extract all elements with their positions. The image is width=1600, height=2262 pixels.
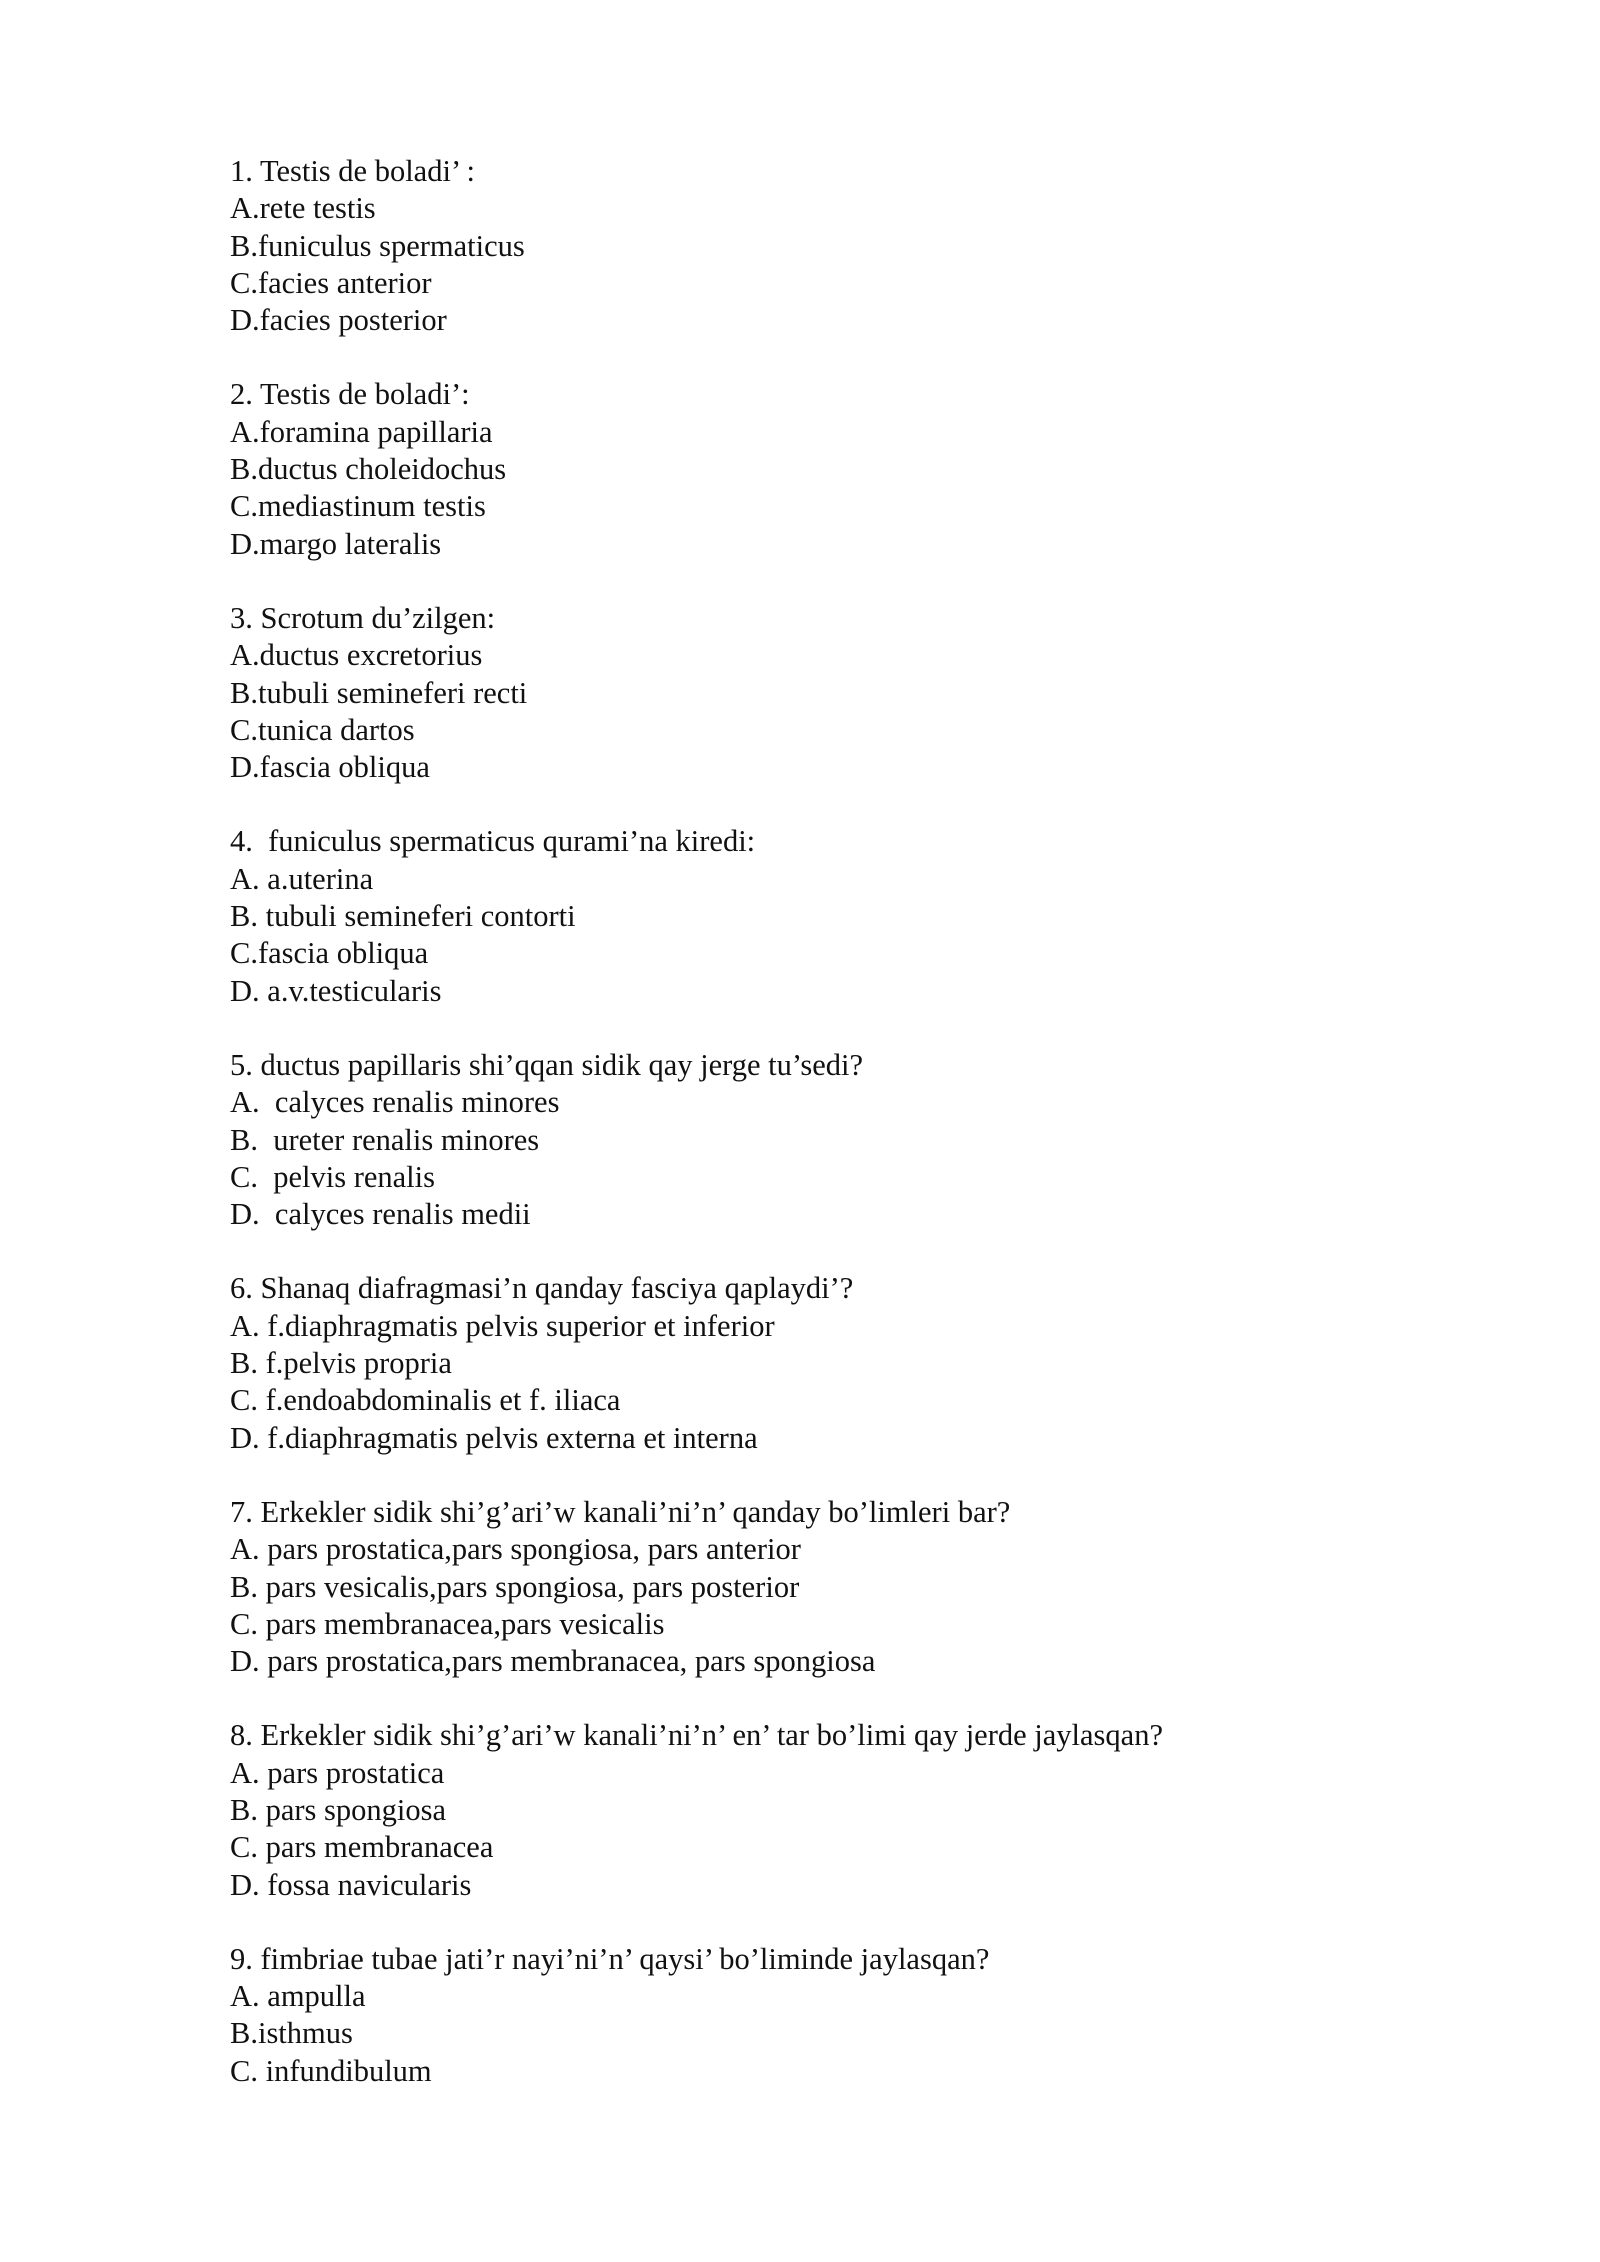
question-text: 6. Shanaq diafragmasi’n qanday fasciya qaplaydi’? — [230, 1271, 854, 1306]
answer-option-a: A.foramina papillaria — [230, 414, 493, 449]
answer-option-a: A.ductus excretorius — [230, 638, 483, 673]
question-text: 2. Testis de boladi’: — [230, 377, 470, 412]
answer-option-c: C. f.endoabdominalis et f. iliaca — [230, 1383, 621, 1418]
question-7 — [230, 1494, 1430, 1680]
answer-option-b: B. pars spongiosa — [230, 1792, 447, 1827]
answer-option-d: D. a.v.testicularis — [230, 973, 442, 1008]
answer-option-d: D.margo lateralis — [230, 526, 442, 561]
answer-option-c: C.mediastinum testis — [230, 489, 486, 524]
answer-option-a: A. ampulla — [230, 1979, 366, 2014]
question-text: 5. ductus papillaris shi’qqan sidik qay jerge tu’sedi? — [230, 1047, 864, 1082]
answer-option-d: D. calyces renalis medii — [230, 1197, 531, 1232]
answer-option-a: A.rete testis — [230, 191, 376, 226]
answer-option-a: A. pars prostatica,pars spongiosa, pars anterior — [230, 1532, 801, 1567]
question-text: 1. Testis de boladi’ : — [230, 154, 475, 188]
question-2 — [230, 376, 1430, 562]
answer-option-b: B.isthmus — [230, 2016, 353, 2051]
answer-option-d: D. pars prostatica,pars membranacea, pars spongiosa — [230, 1644, 876, 1679]
answer-option-d: D. fossa navicularis — [230, 1867, 472, 1902]
question-list — [230, 153, 1430, 2127]
answer-option-b: B. tubuli semineferi contorti — [230, 899, 576, 934]
question-1 — [230, 153, 1430, 339]
question-5 — [230, 1047, 1430, 1233]
answer-option-a: A. pars prostatica — [230, 1755, 445, 1790]
answer-option-c: C. pars membranacea — [230, 1830, 494, 1865]
answer-option-b: B.tubuli semineferi recti — [230, 675, 528, 710]
answer-option-a: A. calyces renalis minores — [230, 1085, 560, 1120]
question-3 — [230, 600, 1430, 786]
answer-option-b: B.funiculus spermaticus — [230, 228, 525, 263]
answer-option-d: D. f.diaphragmatis pelvis externa et interna — [230, 1420, 758, 1455]
answer-option-c: C.tunica dartos — [230, 712, 415, 747]
question-9 — [230, 1941, 1430, 2090]
question-text: 9. fimbriae tubae jati’r nayi’ni’n’ qaysi’ bo’liminde jaylasqan? — [230, 1941, 990, 1976]
answer-option-a: A. a.uterina — [230, 861, 374, 896]
answer-option-b: B. f.pelvis propria — [230, 1346, 452, 1381]
answer-option-c: C.fascia obliqua — [230, 936, 429, 971]
question-6 — [230, 1270, 1430, 1456]
question-text: 4. funiculus spermaticus qurami’na kiredi: — [230, 824, 756, 859]
answer-option-c: C. pars membranacea,pars vesicalis — [230, 1606, 665, 1641]
answer-option-c: C.facies anterior — [230, 265, 432, 300]
answer-option-b: B. pars vesicalis,pars spongiosa, pars posterior — [230, 1569, 800, 1604]
answer-option-a: A. f.diaphragmatis pelvis superior et inferior — [230, 1308, 775, 1343]
question-text: 7. Erkekler sidik shi’g’ari’w kanali’ni’n’ qanday bo’limleri bar? — [230, 1494, 1011, 1529]
question-text: 3. Scrotum du’zilgen: — [230, 600, 496, 635]
answer-option-b: B.ductus choleidochus — [230, 452, 507, 487]
answer-option-c: C. infundibulum — [230, 2053, 432, 2088]
question-8 — [230, 1717, 1430, 1903]
answer-option-d: D.facies posterior — [230, 303, 447, 338]
question-4 — [230, 823, 1430, 1009]
answer-option-c: C. pelvis renalis — [230, 1159, 435, 1194]
question-text: 8. Erkekler sidik shi’g’ari’w kanali’ni’n’ en’ tar bo’limi qay jerde jaylasqan? — [230, 1718, 1164, 1753]
answer-option-d: D.fascia obliqua — [230, 750, 430, 785]
answer-option-b: B. ureter renalis minores — [230, 1122, 540, 1157]
